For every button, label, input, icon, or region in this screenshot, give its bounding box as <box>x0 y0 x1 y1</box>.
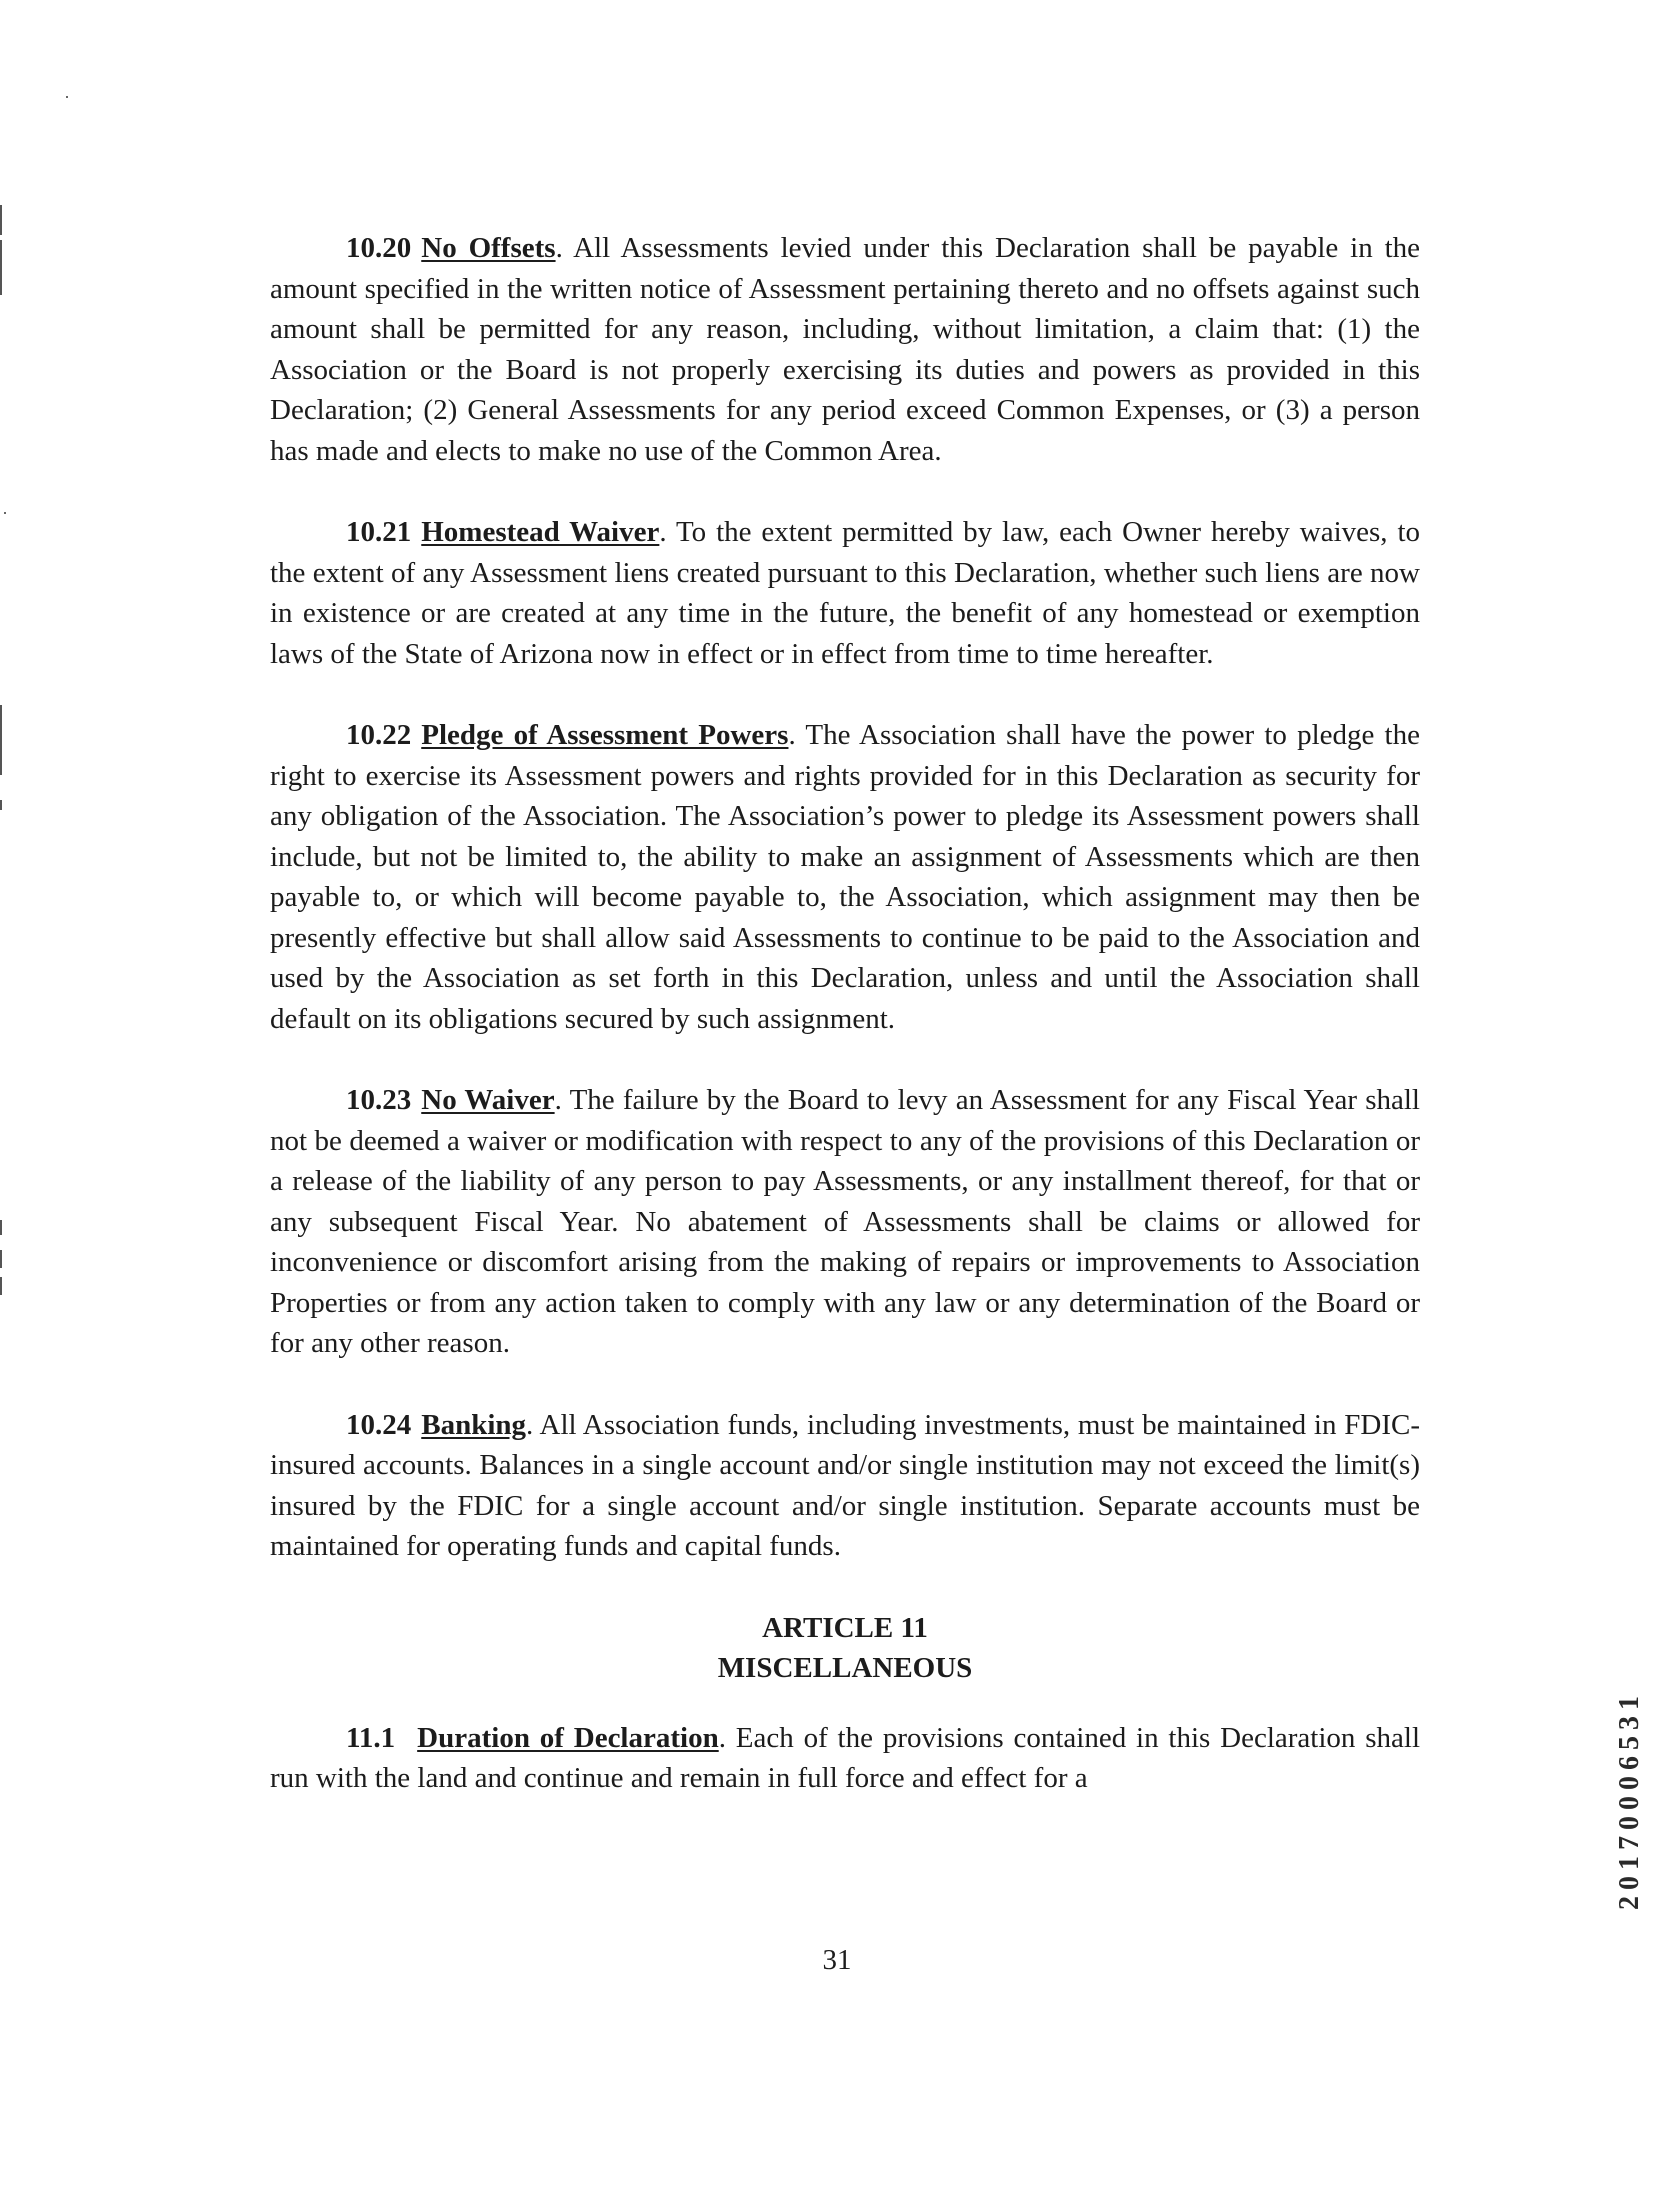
scan-mark <box>0 800 2 810</box>
section-10-20: 10.20 No Offsets. All Assessments levied under this Declaration shall be payable in the amount specified in the written notice of Assessment pertaining thereto and no offsets against such amount shall be permitted for any reason, including, without limitation, a claim that: (1) the Association or the Board is not properly exercising its duties and powers as provided in this Declaration; (2) General Assessments for any period exceed Common Expenses, or (3) a person has made and elects to make no use of the Common Area. <box>270 232 1421 467</box>
article-number: ARTICLE 11 <box>762 1611 928 1644</box>
scan-dot <box>4 512 6 514</box>
section-title: No Offsets <box>421 232 556 264</box>
section-title: Banking <box>421 1408 527 1441</box>
section-number: 10.20 <box>346 232 412 264</box>
section-number: 11.1 <box>346 1721 396 1754</box>
scan-mark <box>0 1277 2 1295</box>
section-10-23: 10.23 No Waiver. The failure by the Board to levy an Assessment for any Fiscal Year shall not be deemed a waiver or modification with respect to any of the provisions of this Declaration or a release of the liability of any person to pay Assessments, or any installment thereof, for that or any subsequent Fiscal Year. No abatement of Assessments shall be claims or allowed for inconvenience or discomfort arising from the making of repairs or improvements to Association Properties or from any action taken to comply with any law or any determination of the Board or for any other reason. <box>270 1084 1420 1359</box>
section-title: Homestead Waiver <box>421 516 660 548</box>
section-body: All Assessments levied under this Declaration shall be payable in the amount specified in the written notice of Assessment pertaining thereto and no offsets against such amount shall be permitted for any reason, including, without limitation, a claim that: (1) the Association or the Board is not properly exercising its duties and powers as provided in this Declaration; (2) General Assessments for any period exceed Common Expenses, or (3) a person has made and elects to make no use of the Common Area. <box>270 232 1421 467</box>
scan-mark <box>0 1220 2 1235</box>
scan-mark <box>0 705 2 775</box>
article-title: MISCELLANEOUS <box>717 1651 973 1684</box>
page-number: 31 <box>822 1944 852 1976</box>
section-body: The failure by the Board to levy an Assessment for any Fiscal Year shall not be deemed a waiver or modification with respect to any of the provisions of this Declaration or a release of the liability of any person to pay Assessments, or any installment thereof, for that or any subsequent Fiscal Year. No abatement of Assessments shall be claims or allowed for inconvenience or discomfort arising from the making of repairs or improvements to Association Properties or from any action taken to comply with any law or any determination of the Board or for any other reason. <box>270 1084 1420 1359</box>
section-body: Each of the provisions contained in this Declaration shall run with the land and continue and remain in full force and effect for a <box>270 1721 1421 1794</box>
article-heading <box>270 1608 1420 1688</box>
section-number: 10.22 <box>346 719 412 751</box>
section-body: To the extent permitted by law, each Owner hereby waives, to the extent of any Assessment liens created pursuant to this Declaration, whether such liens are now in existence or are created at any time in the future, the benefit of any homestead or exemption laws of the State of Arizona now in effect or in effect from time to time hereafter. <box>270 516 1420 670</box>
section-10-21: 10.21 Homestead Waiver. To the extent permitted by law, each Owner hereby waives, to the extent of any Assessment liens created pursuant to this Declaration, whether such liens are now in existence or are created at any time in the future, the benefit of any homestead or exemption laws of the State of Arizona now in effect or in effect from time to time hereafter. <box>270 516 1420 670</box>
section-body: All Association funds, including investments, must be maintained in FDIC-insured accounts. Balances in a single account and/or single institution may not exceed the limit(s) insured by the FDIC for a single account and/or single institution. Separate accounts must be maintained for operating funds and capital funds. <box>270 1408 1420 1562</box>
scan-dot <box>66 96 68 98</box>
section-title: No Waiver <box>421 1084 555 1116</box>
section-number: 10.21 <box>346 516 412 548</box>
section-number: 10.23 <box>346 1084 412 1116</box>
document-body <box>270 228 1420 1799</box>
section-10-24: 10.24 Banking. All Association funds, including investments, must be maintained in FDIC-insured accounts. Balances in a single account and/or single institution may not exceed the limit(s) insured by the FDIC for a single account and/or single institution. Separate accounts must be maintained for operating funds and capital funds. <box>270 1408 1420 1562</box>
recording-stamp-text: 20170006531 <box>1614 1690 1645 1910</box>
section-title: Duration of Declaration <box>417 1721 719 1754</box>
recording-stamp <box>1610 1580 1650 1910</box>
scan-mark <box>0 240 2 295</box>
scan-mark <box>0 1250 2 1268</box>
section-number: 10.24 <box>346 1408 412 1441</box>
section-title: Pledge of Assessment Powers <box>421 719 789 751</box>
scan-mark <box>0 205 2 235</box>
section-10-22: 10.22 Pledge of Assessment Powers. The Association shall have the power to pledge the right to exercise its Assessment powers and rights provided for in this Declaration as security for any obligation of the Association. The Association’s power to pledge its Assessment powers shall include, but not be limited to, the ability to make an assignment of Assessments which are then payable to, or which will become payable to, the Association, which assignment may then be presently effective but shall allow said Assessments to continue to be paid to the Association and used by the Association as set forth in this Declaration, unless and until the Association shall default on its obligations secured by such assignment. <box>270 719 1420 1035</box>
section-11-1: 11.1 Duration of Declaration. Each of the provisions contained in this Declaration shall run with the land and continue and remain in full force and effect for a <box>270 1721 1421 1794</box>
section-body: The Association shall have the power to pledge the right to exercise its Assessment powers and rights provided for in this Declaration as security for any obligation of the Association. The Association’s power to pledge its Assessment powers shall include, but not be limited to, the ability to make an assignment of Assessments which are then payable to, or which will become payable to, the Association, which assignment may then be presently effective but shall allow said Assessments to continue to be paid to the Association and used by the Association as set forth in this Declaration, unless and until the Association shall default on its obligations secured by such assignment. <box>270 719 1420 1035</box>
